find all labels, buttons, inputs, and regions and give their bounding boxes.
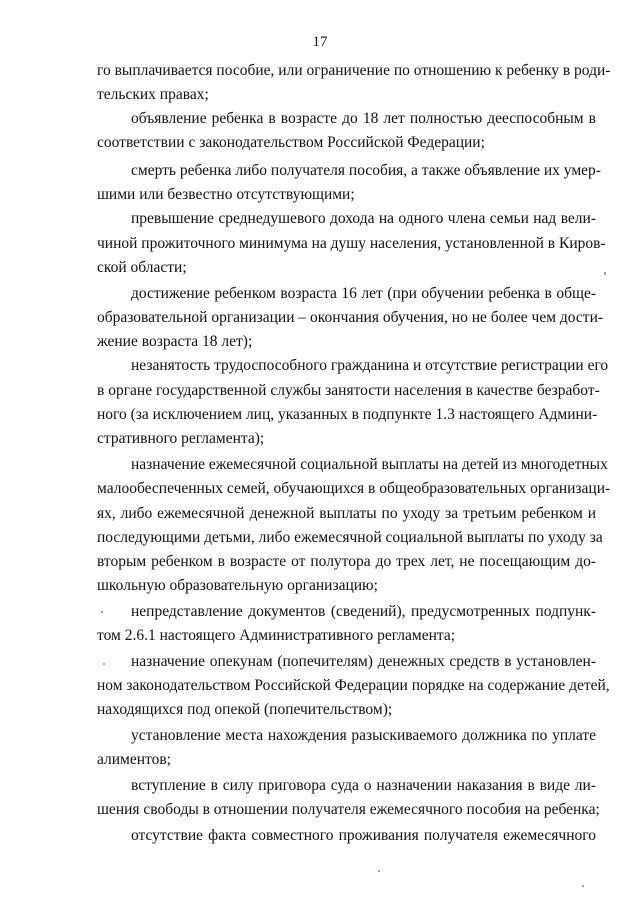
text-line: отсутствие факта совместного проживания получателя ежемесячного	[131, 827, 596, 844]
text-line: назначение опекунам (попечителям) денежных средств в установлен-	[131, 653, 596, 670]
page-number: 17	[312, 34, 328, 50]
text-line: школьную образовательную организацию;	[97, 577, 378, 594]
scan-speck	[582, 885, 584, 887]
text-line: том 2.6.1 настоящего Административного регламента;	[97, 627, 456, 644]
scan-speck	[378, 870, 380, 872]
text-line: установление места нахождения разыскиваемого должника по уплате	[131, 727, 596, 744]
text-line: ном законодательством Российской Федерации порядке на содержание детей,	[97, 677, 610, 694]
text-line: в органе государственной службы занятости населения в качестве безработ-	[97, 382, 600, 399]
text-line: жение возраста 18 лет);	[97, 333, 253, 350]
text-line: стративного регламента);	[97, 430, 265, 447]
text-line: находящихся под опекой (попечительством);	[97, 701, 393, 718]
scan-speck	[101, 611, 103, 613]
text-line: малообеспеченных семей, обучающихся в общеобразовательных организаци-	[97, 480, 611, 497]
text-line: объявление ребенка в возрасте до 18 лет полностью дееспособным в	[131, 110, 596, 127]
text-line: превышение среднедушевого дохода на одного члена семьи над вели-	[131, 210, 596, 227]
text-line: ях, либо ежемесячной денежной выплаты по уходу за третьим ребенком и	[97, 505, 596, 522]
text-line: го выплачивается пособие, или ограничение по отношению к ребенку в роди-	[97, 62, 611, 79]
text-line: незанятость трудоспособного гражданина и отсутствие регистрации его	[131, 357, 609, 374]
text-line: ного (за исключением лиц, указанных в подпункте 1.3 настоящего Админи-	[97, 406, 598, 423]
text-line: вторым ребенком в возрасте от полутора до трех лет, не посещающим до-	[97, 553, 596, 570]
text-line: последующими детьми, либо ежемесячной социальной выплаты по уходу за	[97, 529, 603, 546]
text-line: алиментов;	[97, 751, 171, 768]
text-line: чиной прожиточного минимума на душу населения, установленной в Киров-	[97, 235, 606, 252]
scan-speck	[103, 663, 105, 665]
text-line: вступление в силу приговора суда о назначении наказания в виде ли-	[131, 777, 596, 794]
text-line: шения свободы в отношении получателя ежемесячного пособия на ребенка;	[97, 801, 600, 818]
text-line: соответствии с законодательством Российской Федерации;	[97, 134, 485, 151]
text-line: смерть ребенка либо получателя пособия, а также объявление их умер-	[131, 162, 601, 179]
text-line: шими или безвестно отсутствующими;	[97, 186, 355, 203]
text-line: назначение ежемесячной социальной выплаты на детей из многодетных	[131, 456, 608, 473]
text-line: ской области;	[97, 259, 187, 276]
text-line: тельских правах;	[97, 86, 209, 103]
text-line: непредставление документов (сведений), предусмотренных подпунк-	[131, 603, 596, 620]
scan-speck	[604, 272, 606, 275]
text-line: достижение ребенком возраста 16 лет (при обучении ребенка в обще-	[131, 285, 596, 302]
text-line: образовательной организации – окончания обучения, но не более чем дости-	[97, 309, 604, 326]
